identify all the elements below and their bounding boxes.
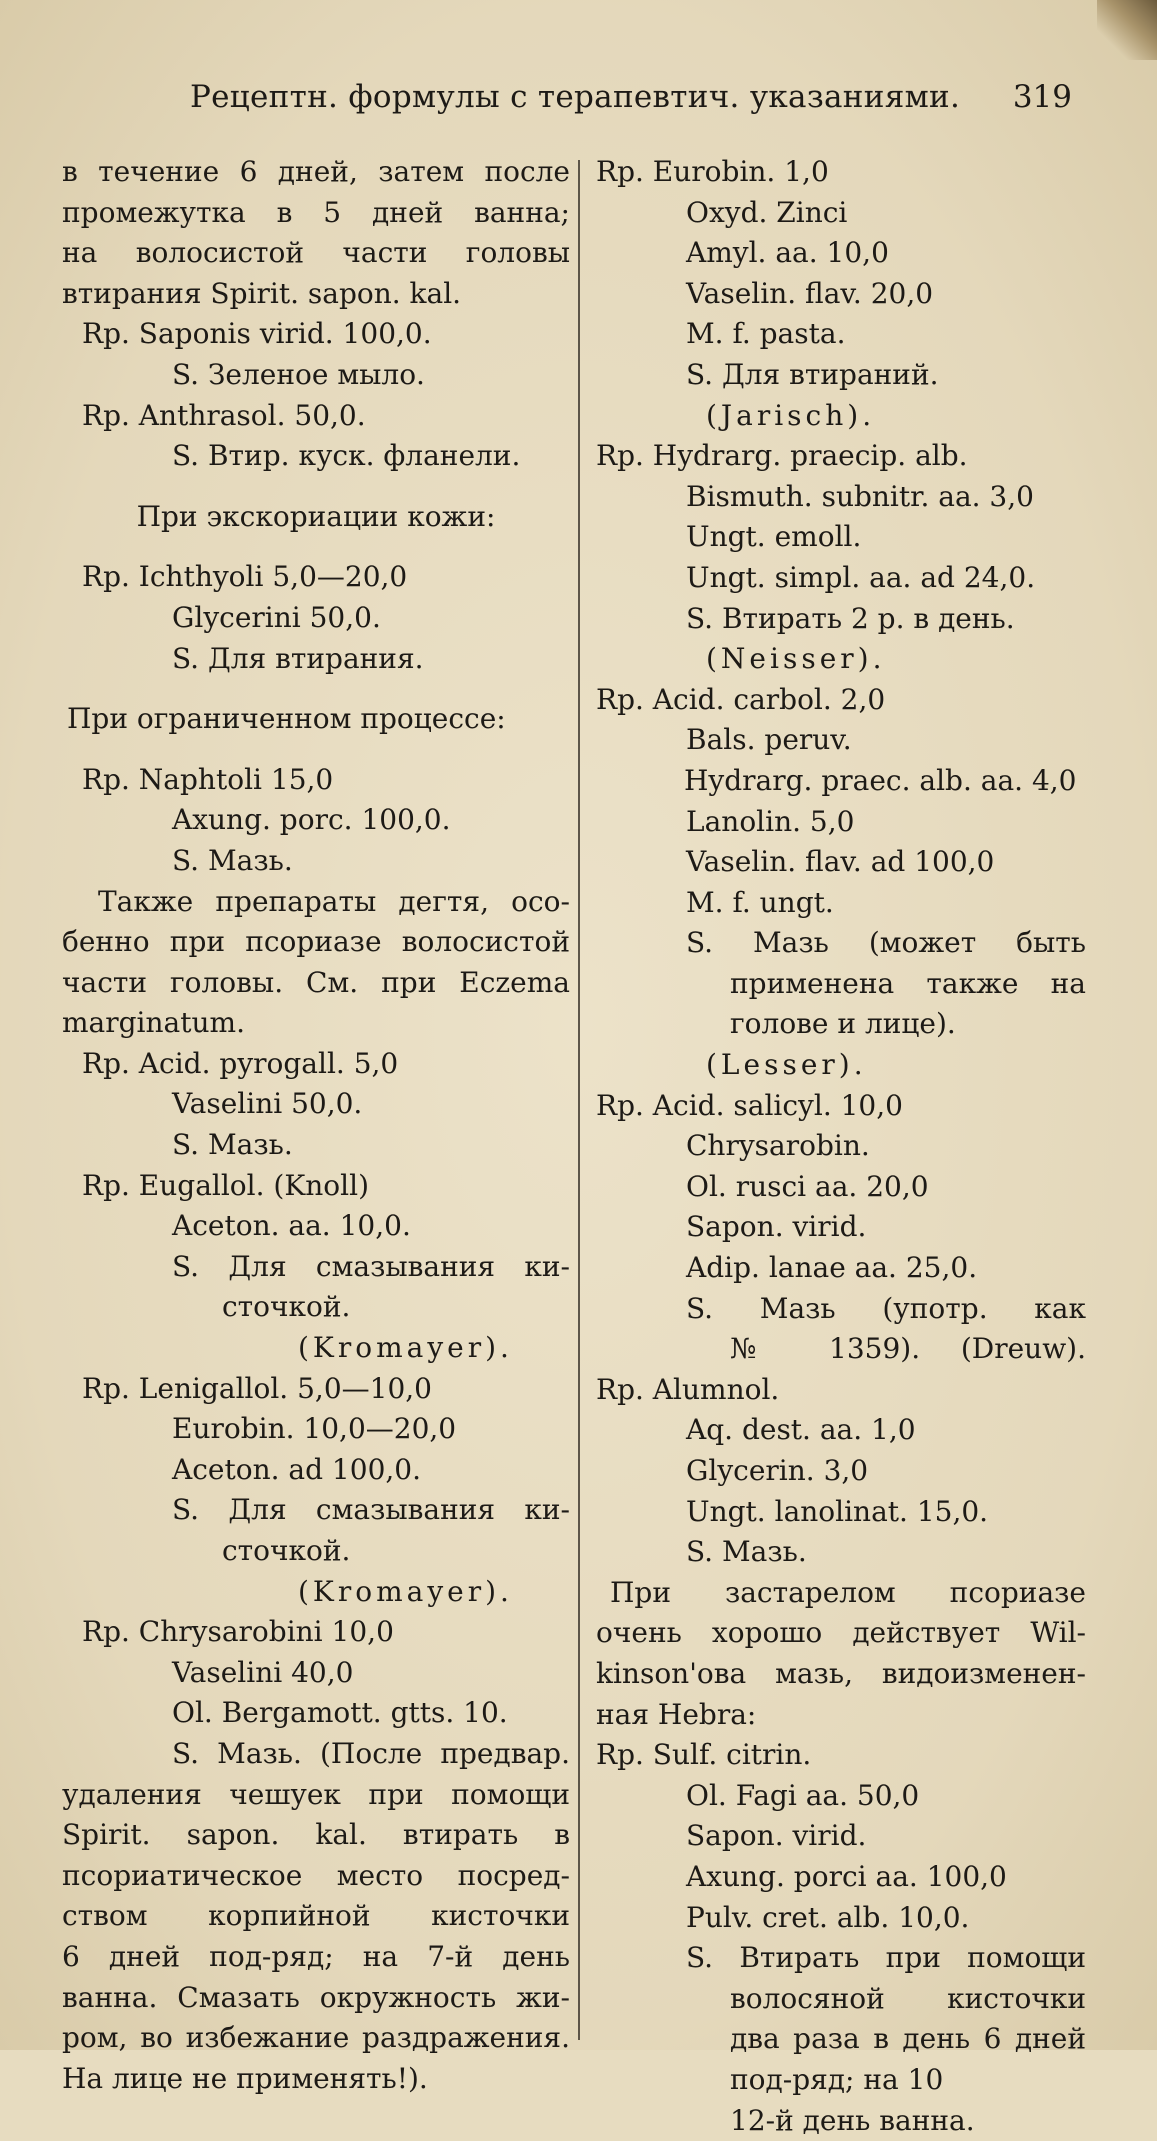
text-line: Amyl. aa. 10,0	[596, 233, 1086, 274]
text-line: S. Втир. куск. фланели.	[62, 436, 570, 477]
text-line: 12-й день ванна.	[596, 2101, 1086, 2141]
text-line: удаления чешуек при помощи	[62, 1775, 570, 1816]
text-line: Sapon. virid.	[596, 1207, 1086, 1248]
text-line: (Kromayer).	[62, 1328, 570, 1369]
text-line: Ungt. emoll.	[596, 517, 1086, 558]
text-line: Rp. Naphtoli 15,0	[62, 760, 570, 801]
running-header	[190, 72, 1080, 122]
column-divider	[578, 160, 580, 2040]
text-line: (Neisser).	[596, 639, 1086, 680]
text-line: S. Для смазывания ки-	[62, 1247, 570, 1288]
text-line: ванна. Смазать окружность жи-	[62, 1978, 570, 2019]
text-line: marginatum.	[62, 1003, 570, 1044]
text-line: Axung. porc. 100,0.	[62, 800, 570, 841]
text-line: Rp. Ichthyoli 5,0—20,0	[62, 557, 570, 598]
text-line: S. Мазь.	[62, 841, 570, 882]
text-line: применена также на	[596, 964, 1086, 1005]
text-line: Ungt. simpl. aa. ad 24,0.	[596, 558, 1086, 599]
text-line: Axung. porci aa. 100,0	[596, 1857, 1086, 1898]
text-line: Spirit. sapon. kal. втирать в	[62, 1815, 570, 1856]
text-line: на волосистой части головы	[62, 233, 570, 274]
paragraph-gap	[62, 477, 570, 497]
text-line: Bismuth. subnitr. aa. 3,0	[596, 477, 1086, 518]
text-line: Glycerini 50,0.	[62, 598, 570, 639]
text-line: № 1359). (Dreuw).	[596, 1329, 1086, 1370]
text-line: При экскориации кожи:	[62, 497, 570, 538]
text-line: S. Для втирания.	[62, 639, 570, 680]
text-line: Rp. Eurobin. 1,0	[596, 152, 1086, 193]
text-line: части головы. См. при Eczema	[62, 963, 570, 1004]
text-line: Rp. Alumnol.	[596, 1370, 1086, 1411]
text-line: Rp. Anthrasol. 50,0.	[62, 396, 570, 437]
text-line: S. Мазь (употр. как	[596, 1289, 1086, 1330]
text-line: Aceton. ad 100,0.	[62, 1450, 570, 1491]
text-line: Rp. Eugallol. (Knoll)	[62, 1166, 570, 1207]
text-line: Aceton. aa. 10,0.	[62, 1206, 570, 1247]
text-line: Rp. Acid. pyrogall. 5,0	[62, 1044, 570, 1085]
page-number: 319	[1013, 72, 1072, 122]
text-line: ная Hebra:	[596, 1695, 1086, 1736]
text-line: S. Мазь.	[596, 1532, 1086, 1573]
text-line: S. Зеленое мыло.	[62, 355, 570, 396]
header-title: Рецептн. формулы с терапевтич. указаниями.	[190, 72, 960, 122]
text-line: Rp. Acid. carbol. 2,0	[596, 680, 1086, 721]
page-corner-shadow	[1097, 0, 1157, 60]
text-line: (Jarisch).	[596, 396, 1086, 437]
text-line: под-ряд; на 10	[596, 2060, 1086, 2101]
text-line: ством корпийной кисточки	[62, 1896, 570, 1937]
text-line: втирания Spirit. sapon. kal.	[62, 274, 570, 315]
text-line: S. Для смазывания ки-	[62, 1490, 570, 1531]
text-line: голове и лице).	[596, 1004, 1086, 1045]
text-line: промежутка в 5 дней ванна;	[62, 193, 570, 234]
text-line: Lanolin. 5,0	[596, 802, 1086, 843]
text-line: При ограниченном процессе:	[62, 699, 570, 740]
text-line: (Lesser).	[596, 1045, 1086, 1086]
text-line: Rp. Sulf. citrin.	[596, 1735, 1086, 1776]
text-line: псориатическое место посред-	[62, 1856, 570, 1897]
text-line: Glycerin. 3,0	[596, 1451, 1086, 1492]
text-line: Также препараты дегтя, осо-	[62, 882, 570, 923]
text-line: волосяной кисточки	[596, 1979, 1086, 2020]
text-line: При застарелом псориазе	[596, 1573, 1086, 1614]
text-line: Ol. Fagi aa. 50,0	[596, 1776, 1086, 1817]
text-line: Bals. peruv.	[596, 720, 1086, 761]
text-line: Ol. rusci aa. 20,0	[596, 1167, 1086, 1208]
text-line: S. Втирать 2 р. в день.	[596, 599, 1086, 640]
text-line: Hydrarg. praec. alb. aa. 4,0	[596, 761, 1086, 802]
text-line: Sapon. virid.	[596, 1816, 1086, 1857]
text-line: На лице не применять!).	[62, 2059, 570, 2100]
text-line: Pulv. cret. alb. 10,0.	[596, 1898, 1086, 1939]
text-line: S. Мазь (может быть	[596, 923, 1086, 964]
text-line: ром, во избежание раздражения.	[62, 2018, 570, 2059]
text-line: Ungt. lanolinat. 15,0.	[596, 1492, 1086, 1533]
text-line: S. Мазь.	[62, 1125, 570, 1166]
paragraph-gap	[62, 679, 570, 699]
text-line: бенно при псориазе волосистой	[62, 922, 570, 963]
text-line: Adip. lanae aa. 25,0.	[596, 1248, 1086, 1289]
left-text-column	[62, 152, 570, 2099]
text-line: S. Для втираний.	[596, 355, 1086, 396]
text-line: kinson'ова мазь, видоизменен-	[596, 1654, 1086, 1695]
text-line: два раза в день 6 дней	[596, 2019, 1086, 2060]
text-line: Vaselin. flav. ad 100,0	[596, 842, 1086, 883]
text-line: Rp. Acid. salicyl. 10,0	[596, 1086, 1086, 1127]
text-line: M. f. pasta.	[596, 314, 1086, 355]
text-line: Chrysarobin.	[596, 1126, 1086, 1167]
text-line: сточкой.	[62, 1531, 570, 1572]
text-line: Aq. dest. aa. 1,0	[596, 1410, 1086, 1451]
text-line: Vaselini 50,0.	[62, 1084, 570, 1125]
text-line: Vaselini 40,0	[62, 1653, 570, 1694]
paragraph-gap	[62, 740, 570, 760]
text-line: сточкой.	[62, 1287, 570, 1328]
text-line: очень хорошо действует Wil-	[596, 1613, 1086, 1654]
text-line: S. Втирать при помощи	[596, 1938, 1086, 1979]
text-line: в течение 6 дней, затем после	[62, 152, 570, 193]
text-line: Oxyd. Zinci	[596, 193, 1086, 234]
text-line: Eurobin. 10,0—20,0	[62, 1409, 570, 1450]
right-text-column	[596, 152, 1086, 2141]
text-line: Rp. Hydrarg. praecip. alb.	[596, 436, 1086, 477]
text-line: Rp. Lenigallol. 5,0—10,0	[62, 1369, 570, 1410]
paragraph-gap	[62, 537, 570, 557]
text-line: Ol. Bergamott. gtts. 10.	[62, 1693, 570, 1734]
text-line: 6 дней под-ряд; на 7-й день	[62, 1937, 570, 1978]
text-line: M. f. ungt.	[596, 883, 1086, 924]
text-line: Rp. Saponis virid. 100,0.	[62, 314, 570, 355]
text-line: (Kromayer).	[62, 1572, 570, 1613]
text-line: Rp. Chrysarobini 10,0	[62, 1612, 570, 1653]
text-line: S. Мазь. (После предвар.	[62, 1734, 570, 1775]
text-line: Vaselin. flav. 20,0	[596, 274, 1086, 315]
